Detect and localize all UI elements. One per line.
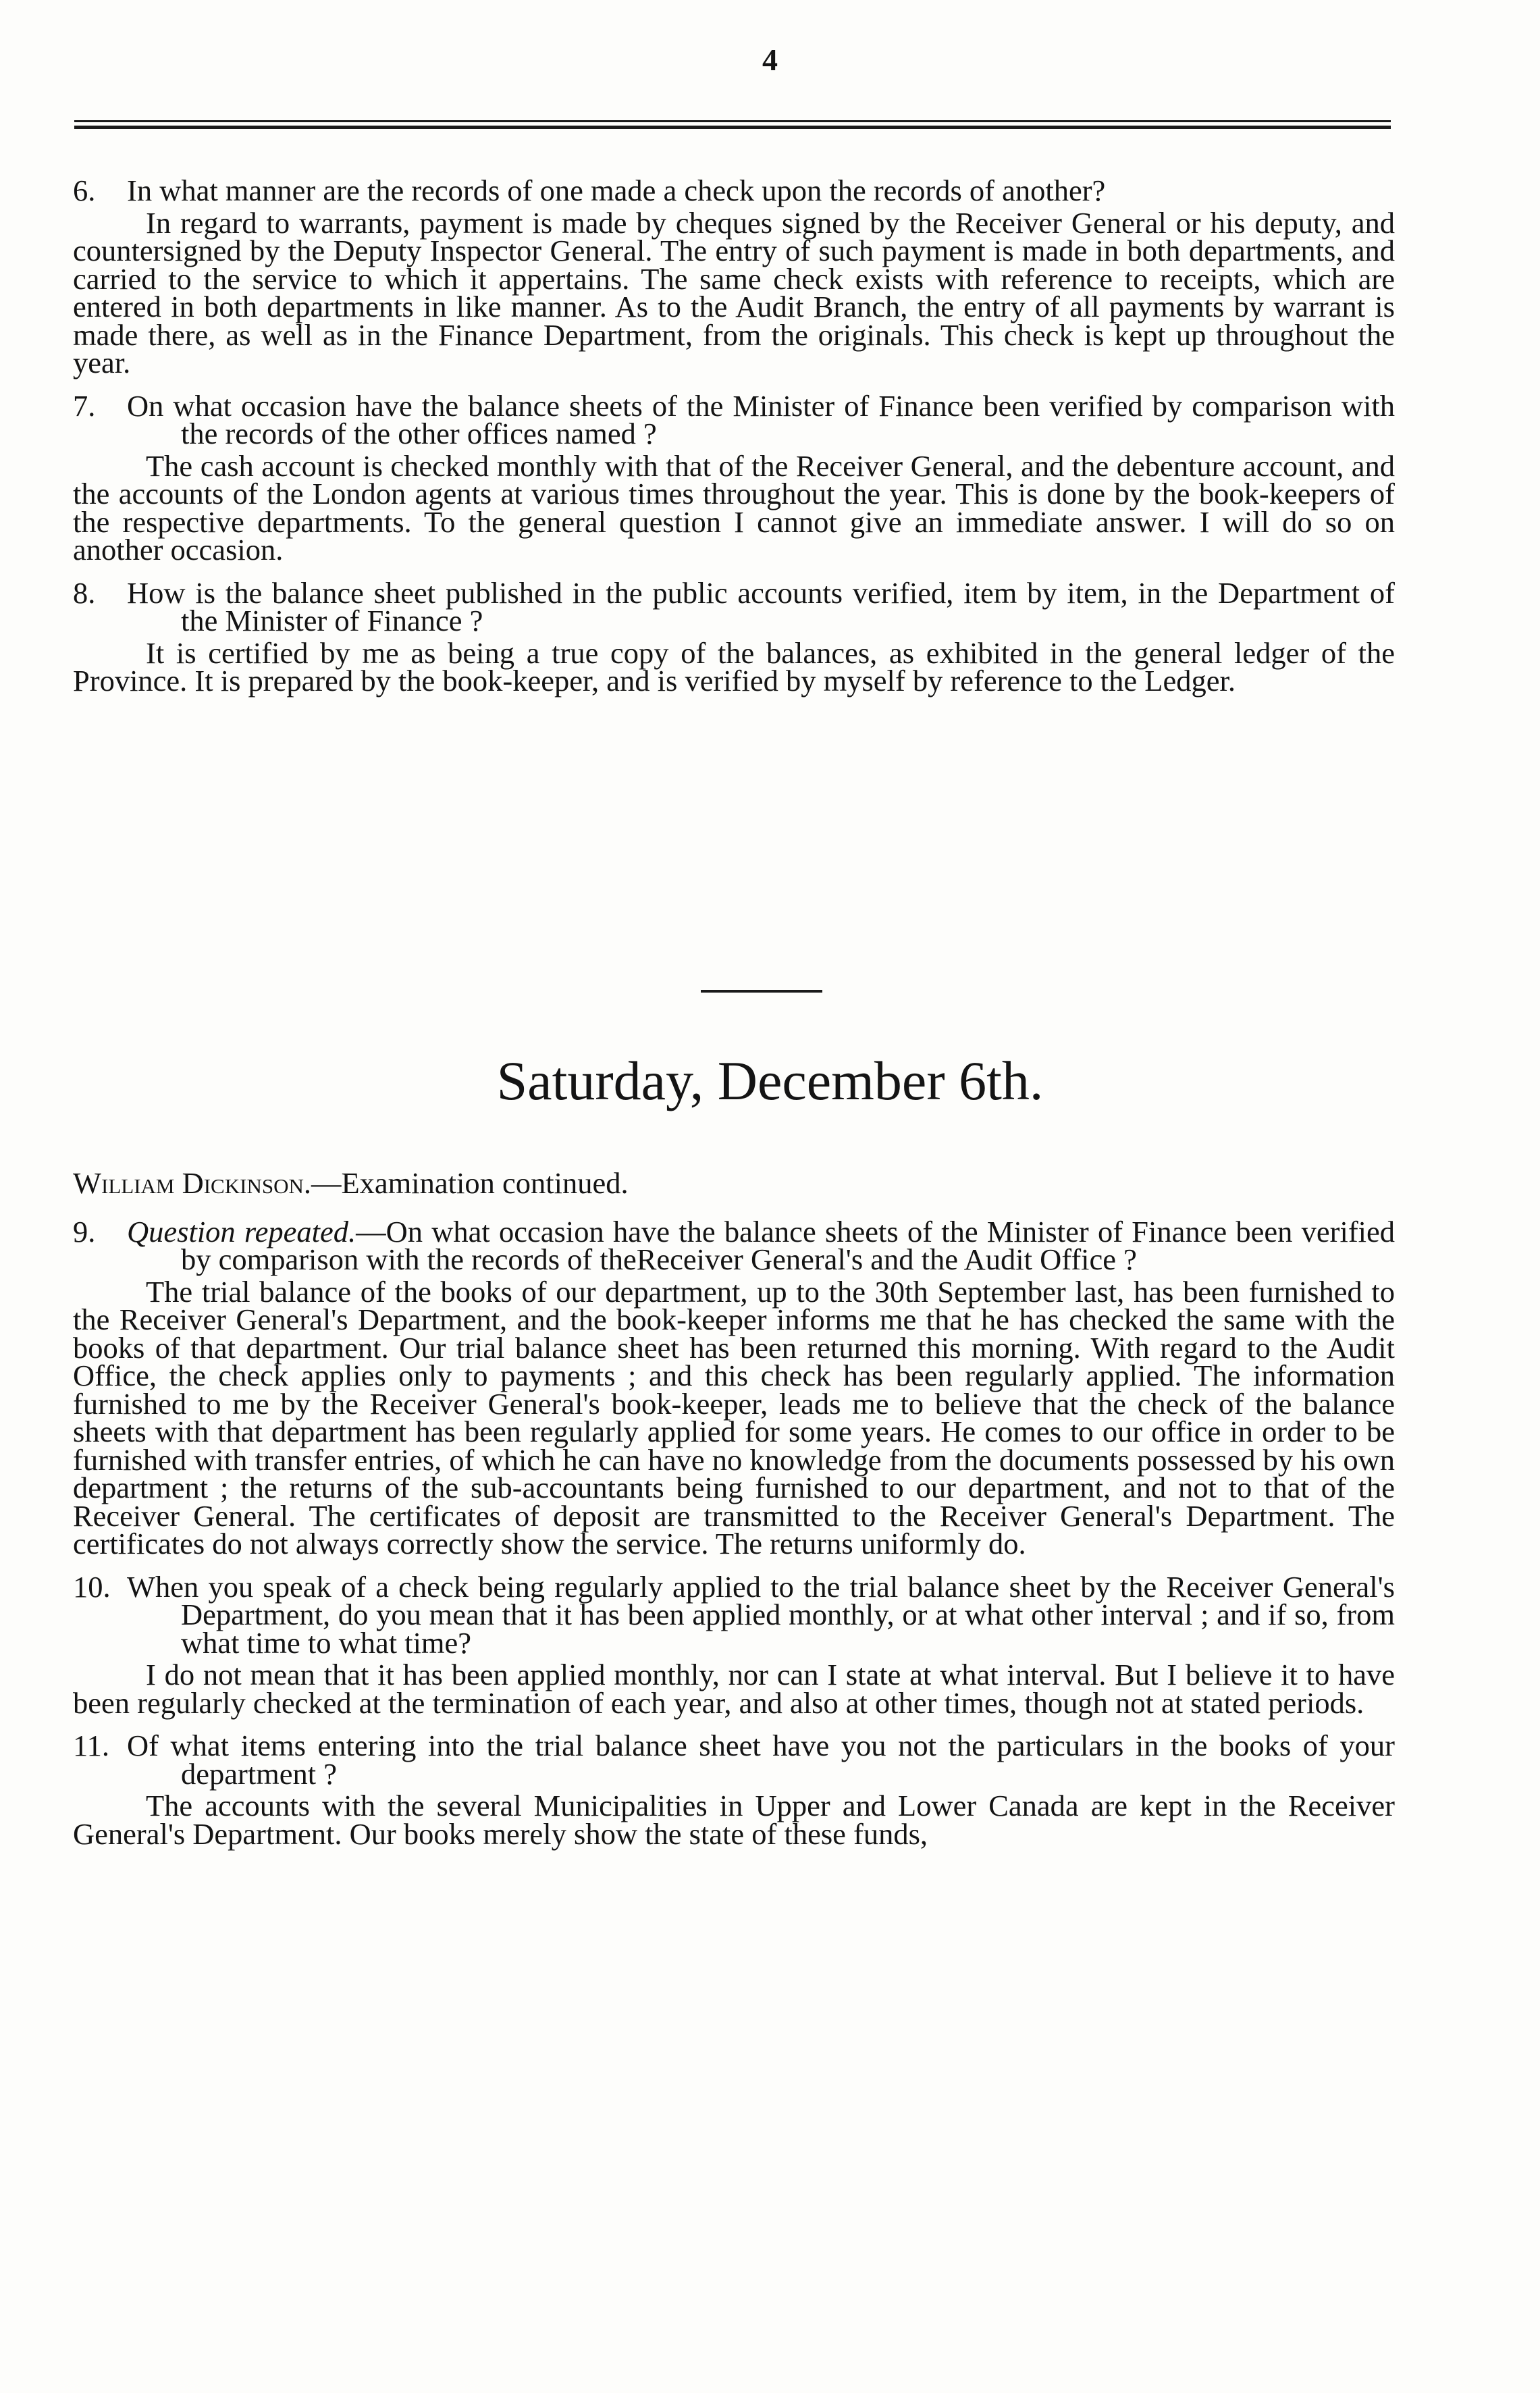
section-separator [701, 990, 822, 993]
question-6 [73, 174, 1395, 207]
question-11 [73, 1729, 1395, 1791]
question-text: —On what occasion have the balance sheets of the Minister of Finance been verified by comparison with the records of theReceiver General's and the Audit Office ? [181, 1214, 1396, 1276]
answer-6: In regard to warrants, payment is made by cheques signed by the Receiver General or his deputy, and countersigned by the Deputy Inspector General. The entry of such payment is made in both departments, and carried to the service to which it appertains. The same check exists with reference to receipts, which are entered in both departments in like manner. As to the Audit Branch, the entry of all payments by warrant is made there, as well as in the Finance Department, from the originals. This check is kept up throughout the year. [73, 205, 1395, 379]
header-rule [74, 120, 1391, 130]
question-lead: Question repeated. [127, 1214, 356, 1248]
question-number: 11. [73, 1729, 109, 1762]
answer-7: The cash account is checked monthly with that of the Receiver General, and the debenture account, and the accounts of the London agents at various times throughout the year. This is done by the book-keepers of the respective departments. To the general question I cannot give an immediate answer. I will do so on another occasion. [73, 448, 1395, 567]
question-text: Of what items entering into the trial balance sheet have you not the particulars in the books of your department ? [127, 1729, 1395, 1791]
question-10 [73, 1569, 1395, 1660]
question-number: 8. [73, 575, 96, 610]
answer-11: The accounts with the several Municipalities in Upper and Lower Canada are kept in the Receiver General's Department. Our books merely show the state of these funds, [73, 1789, 1395, 1851]
question-7 [73, 388, 1395, 450]
answer-8: It is certified by me as being a true copy of the balances, as exhibited in the general ledger of the Province. It is prepared by the book-keeper, and is verified by myself by reference to the Ledger. [73, 635, 1395, 698]
witness-note: —Examination continued. [311, 1166, 629, 1200]
header-rule-thin [74, 120, 1391, 122]
header-rule-thick [74, 126, 1391, 129]
question-text: On what occasion have the balance sheets of the Minister of Finance been verified by comparison with the records of the other offices named ? [127, 388, 1395, 450]
question-number: 7. [73, 388, 96, 423]
question-number: 6. [73, 174, 96, 207]
section-heading: Saturday, December 6th. [496, 1050, 1044, 1111]
question-8 [73, 575, 1395, 637]
qa-block-saturday [73, 1166, 1396, 1851]
question-number: 9. [73, 1214, 96, 1248]
answer-9: The trial balance of the books of our department, up to the 30th September last, has been furnished to the Receiver General's Department, and the book-keeper informs me that he has checked the same with the books of that department. Our trial balance sheet has been returned this morning. With regard to the Audit Office, the check applies only to payments ; and this check has been regularly applied. The information furnished to me by the Receiver General's book-keeper, leads me to believe that the check of the balance sheets with that department has been regularly applied for some years. He comes to our office in order to be furnished with transfer entries, of which he can have no knowledge from the documents possessed by his own department ; the returns of the sub-accountants being furnished to our department, and not to that of the Receiver General. The certificates of deposit are transmitted to the Receiver General's Department. The certificates do not always correctly show the service. The returns uniformly do. [73, 1274, 1395, 1560]
question-text: How is the balance sheet published in the public accounts verified, item by item, in the Department of the Minister of Finance ? [127, 575, 1395, 637]
qa-block-friday [73, 174, 1395, 698]
witness-line [73, 1166, 1395, 1200]
question-number: 10. [73, 1569, 111, 1604]
question-9 [73, 1214, 1396, 1276]
witness-name: William Dickinson. [73, 1166, 311, 1200]
question-text: In what manner are the records of one made a check upon the records of another? [127, 174, 1106, 207]
answer-10: I do not mean that it has been applied monthly, nor can I state at what interval. But I believe it to have been regularly checked at the termination of each year, and also at other times, though not at stated periods. [73, 1658, 1395, 1720]
question-text: When you speak of a check being regularly applied to the trial balance sheet by the Receiver General's Department, do you mean that it has been applied monthly, or at what other interval ; and if so, from what time to what time? [127, 1569, 1395, 1660]
page-number: 4 [762, 43, 778, 77]
